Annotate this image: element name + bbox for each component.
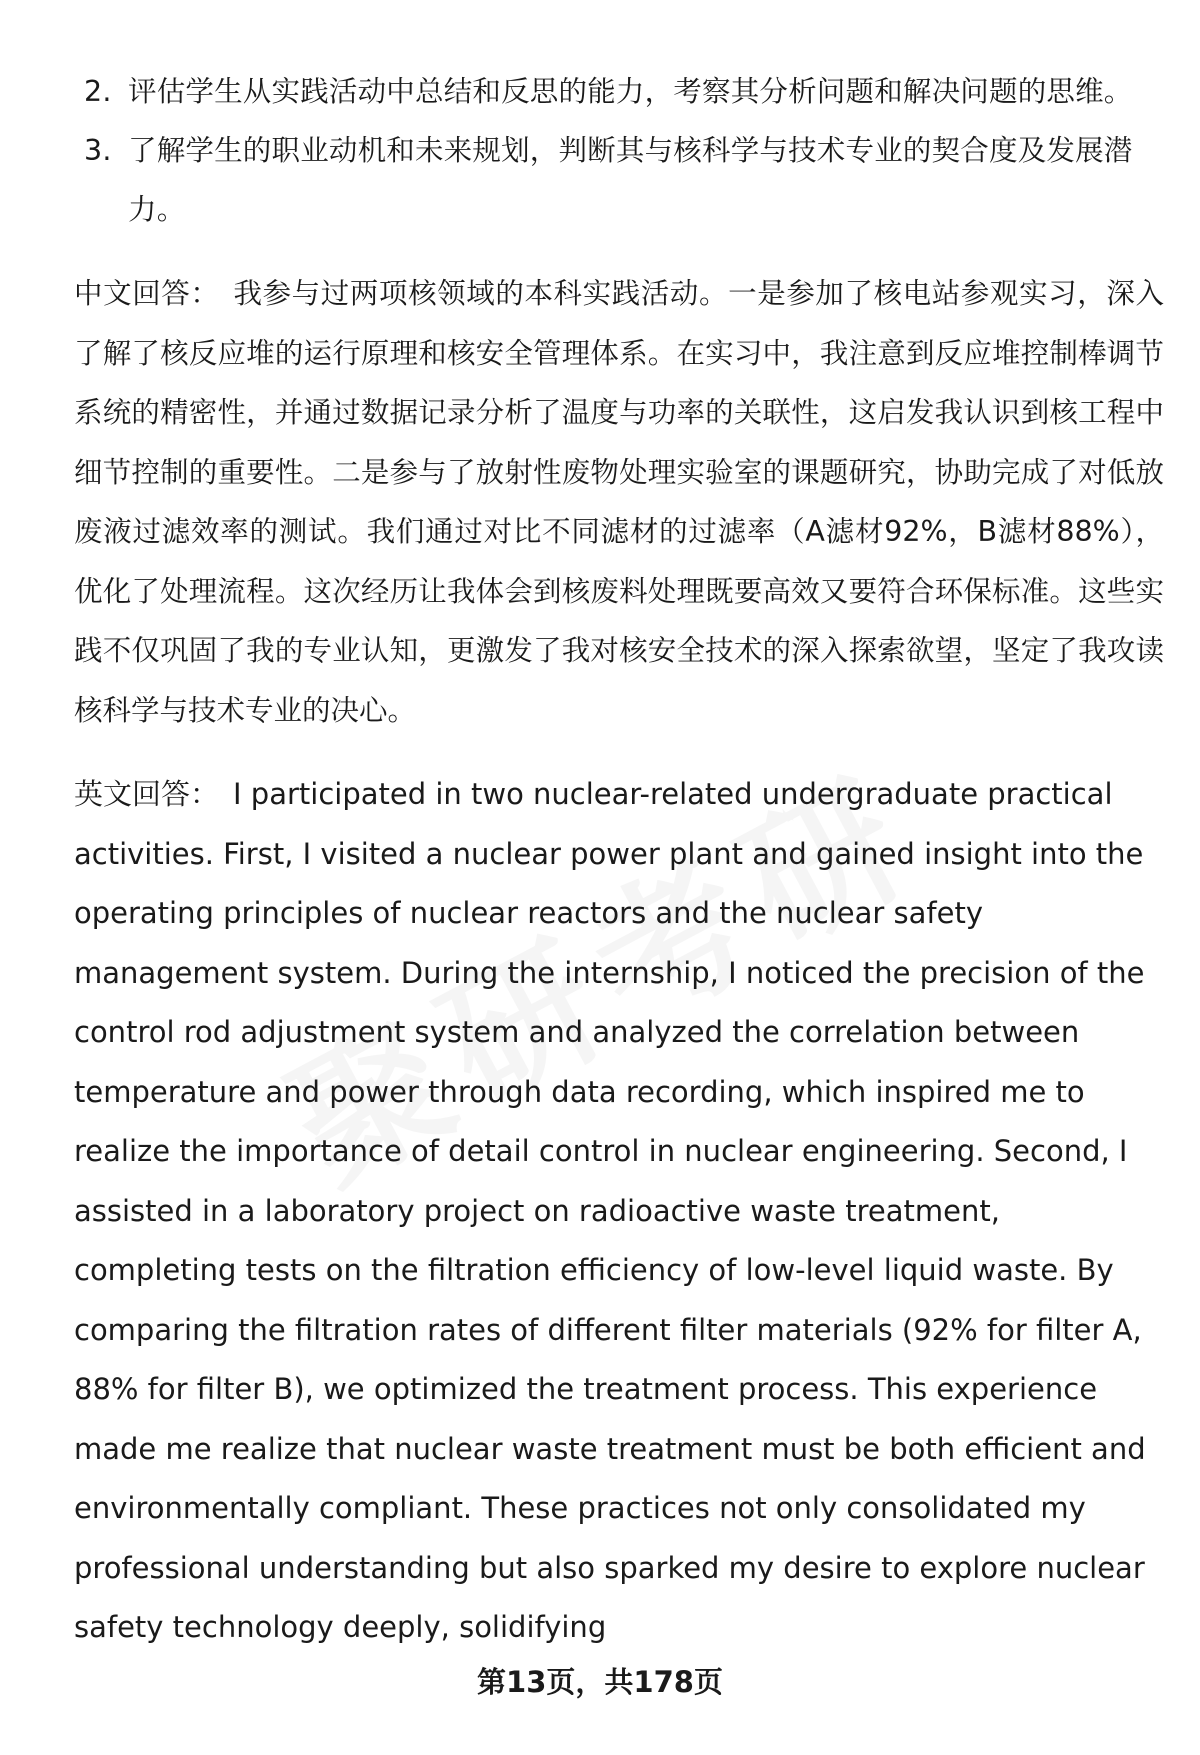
english-answer-paragraph [74,765,1164,1658]
list-item-number: 3. [84,134,112,167]
page-number-footer: 第13页，共178页 [477,1665,723,1699]
list-item-text: 评估学生从实践活动中总结和反思的能力，考察其分析问题和解决问题的思维。 [128,75,1133,108]
evaluation-list [74,62,1164,239]
english-answer-text: I participated in two nuclear-related undergraduate practical activities. First, I visited a nuclear power plant and gained insight into the operating principles of nuclear reactors and the nuclear safety management system. During the internship, I noticed the precision of the control rod adjustment system and analyzed the correlation between temperature and power through data recording, which inspired me to realize the importance of detail control in nuclear engineering. Second, I assisted in a laboratory project on radioactive waste treatment, completing tests on the filtration efficiency of low-level liquid waste. By comparing the filtration rates of different filter materials (92% for filter A, 88% for filter B), we optimized the treatment process. This experience made me realize that nuclear waste treatment must be both efficient and environmentally compliant. These practices not only consolidated my professional understanding but also sparked my desire to explore nuclear safety technology deeply, solidifying [74,777,1146,1644]
page-content [74,62,1164,1658]
list-item [74,121,1164,239]
chinese-answer-paragraph [74,264,1164,740]
chinese-answer-label: 中文回答： [74,277,220,310]
chinese-answer-text: 我参与过两项核领域的本科实践活动。一是参加了核电站参观实习，深入了解了核反应堆的运行原理和核安全管理体系。在实习中，我注意到反应堆控制棒调节系统的精密性，并通过数据记录分析了温度与功率的关联性，这启发我认识到核工程中细节控制的重要性。二是参与了放射性废物处理实验室的课题研究，协助完成了对低放废液过滤效率的测试。我们通过对比不同滤材的过滤率（A滤材92%，B滤材88%），优化了处理流程。这次经历让我体会到核废料处理既要高效又要符合环保标准。这些实践不仅巩固了我的专业认知，更激发了我对核安全技术的深入探索欲望，坚定了我攻读核科学与技术专业的决心。 [74,277,1164,727]
english-answer-label: 英文回答： [74,777,220,811]
list-item-number: 2. [84,75,112,108]
list-item [74,62,1164,121]
list-item-text: 了解学生的职业动机和未来规划，判断其与核科学与技术专业的契合度及发展潜力。 [128,134,1133,226]
